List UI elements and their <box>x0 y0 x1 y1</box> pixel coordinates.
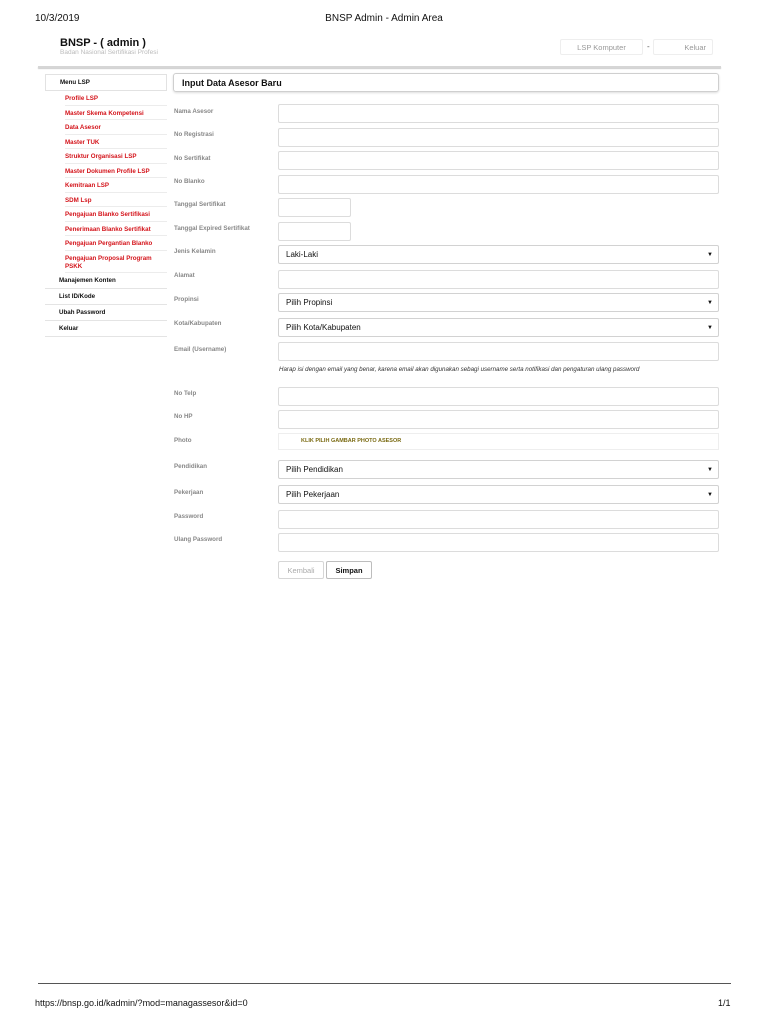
caret-down-icon: ▼ <box>707 467 713 473</box>
pendidikan-value: Pilih Pendidikan <box>286 465 343 474</box>
pilih-photo-button[interactable]: KLIK PILIH GAMBAR PHOTO ASESOR <box>301 438 402 444</box>
propinsi-value: Pilih Propinsi <box>286 298 333 307</box>
pendidikan-select[interactable] <box>278 460 719 479</box>
label-no-telp: No Telp <box>174 390 197 397</box>
no-registrasi-input[interactable] <box>278 128 719 147</box>
tanggal-sertifikat-input[interactable] <box>278 198 351 217</box>
label-photo: Photo <box>174 437 192 444</box>
app-subtitle: Badan Nasional Sertifikasi Profesi <box>60 49 158 56</box>
ulang-password-input[interactable] <box>278 533 719 552</box>
print-url: https://bnsp.go.id/kadmin/?mod=managassesor&id=0 <box>35 998 248 1008</box>
sidebar-item-pengajuan-blanko[interactable]: Pengajuan Blanko Sertifikasi <box>65 207 167 222</box>
caret-down-icon: ▼ <box>707 300 713 306</box>
sidebar-item-struktur-organisasi[interactable]: Struktur Organisasi LSP <box>65 149 167 164</box>
jenis-kelamin-select[interactable] <box>278 245 719 264</box>
label-ulang-password: Ulang Password <box>174 536 223 543</box>
label-kota-kabupaten: Kota/Kabupaten <box>174 320 222 327</box>
caret-down-icon: ▼ <box>707 325 713 331</box>
print-date: 10/3/2019 <box>35 13 80 24</box>
kota-kabupaten-select[interactable] <box>278 318 719 337</box>
logout-button[interactable]: Keluar <box>653 39 713 55</box>
email-input[interactable] <box>278 342 719 361</box>
nama-asesor-input[interactable] <box>278 104 719 123</box>
print-header <box>0 13 768 27</box>
label-tanggal-expired: Tanggal Expired Sertifikat <box>174 225 250 232</box>
sidebar-item-ubah-password[interactable]: Ubah Password <box>45 305 167 321</box>
print-page-number: 1/1 <box>718 998 731 1008</box>
sidebar-item-master-tuk[interactable]: Master TUK <box>65 135 167 150</box>
header-separator: - <box>647 42 650 51</box>
propinsi-select[interactable] <box>278 293 719 312</box>
sidebar-submenu <box>45 91 167 273</box>
sidebar-item-data-asesor[interactable]: Data Asesor <box>65 120 167 135</box>
sidebar-item-manajemen-konten[interactable]: Manajemen Konten <box>45 273 167 289</box>
sidebar-item-pergantian-blanko[interactable]: Pengajuan Pergantian Blanko <box>65 236 167 251</box>
sidebar-item-penerimaan-blanko[interactable]: Penerimaan Blanko Sertifikat <box>65 222 167 237</box>
print-title: BNSP Admin - Admin Area <box>325 13 443 24</box>
sidebar-item-profile-lsp[interactable]: Profile LSP <box>65 91 167 106</box>
label-tanggal-sertifikat: Tanggal Sertifikat <box>174 201 226 208</box>
label-email: Email (Username) <box>174 346 227 353</box>
tanggal-expired-input[interactable] <box>278 222 351 241</box>
header-divider <box>38 66 721 68</box>
sidebar-menu-lsp[interactable]: Menu LSP <box>45 74 167 91</box>
label-jenis-kelamin: Jenis Kelamin <box>174 248 216 255</box>
sidebar-item-list-id[interactable]: List ID/Kode <box>45 289 167 305</box>
no-sertifikat-input[interactable] <box>278 151 719 170</box>
label-pendidikan: Pendidikan <box>174 463 208 470</box>
lsp-komputer-button[interactable]: LSP Komputer <box>560 39 643 55</box>
caret-down-icon: ▼ <box>707 252 713 258</box>
label-no-hp: No HP <box>174 413 193 420</box>
kembali-button[interactable]: Kembali <box>278 561 324 579</box>
simpan-button[interactable]: Simpan <box>326 561 372 579</box>
form-title: Input Data Asesor Baru <box>173 73 719 92</box>
label-no-blanko: No Blanko <box>174 178 205 185</box>
label-alamat: Alamat <box>174 272 195 279</box>
sidebar-item-sdm[interactable]: SDM Lsp <box>65 193 167 208</box>
sidebar-item-master-skema[interactable]: Master Skema Kompetensi <box>65 106 167 121</box>
sidebar-item-master-dokumen[interactable]: Master Dokumen Profile LSP <box>65 164 167 179</box>
label-propinsi: Propinsi <box>174 296 199 303</box>
photo-upload-box <box>278 433 719 450</box>
label-no-sertifikat: No Sertifikat <box>174 155 211 162</box>
no-blanko-input[interactable] <box>278 175 719 194</box>
label-password: Password <box>174 513 204 520</box>
sidebar-item-proposal-pskk[interactable]: Pengajuan Proposal Program PSKK <box>65 251 167 273</box>
footer-divider <box>38 983 731 984</box>
app-title: BNSP - ( admin ) <box>60 37 146 49</box>
no-telp-input[interactable] <box>278 387 719 406</box>
label-pekerjaan: Pekerjaan <box>174 489 204 496</box>
alamat-input[interactable] <box>278 270 719 289</box>
label-nama-asesor: Nama Asesor <box>174 108 214 115</box>
pekerjaan-value: Pilih Pekerjaan <box>286 490 340 499</box>
label-no-registrasi: No Registrasi <box>174 131 214 138</box>
sidebar <box>45 74 167 337</box>
kota-kabupaten-value: Pilih Kota/Kabupaten <box>286 323 361 332</box>
email-hint: Harap isi dengan email yang benar, karena email akan digunakan sebagi username serta notifikasi dan pengaturan ulang password <box>279 366 640 373</box>
no-hp-input[interactable] <box>278 410 719 429</box>
sidebar-item-kemitraan[interactable]: Kemitraan LSP <box>65 178 167 193</box>
pekerjaan-select[interactable] <box>278 485 719 504</box>
password-input[interactable] <box>278 510 719 529</box>
sidebar-item-keluar[interactable]: Keluar <box>45 321 167 337</box>
jenis-kelamin-value: Laki-Laki <box>286 250 319 259</box>
caret-down-icon: ▼ <box>707 492 713 498</box>
